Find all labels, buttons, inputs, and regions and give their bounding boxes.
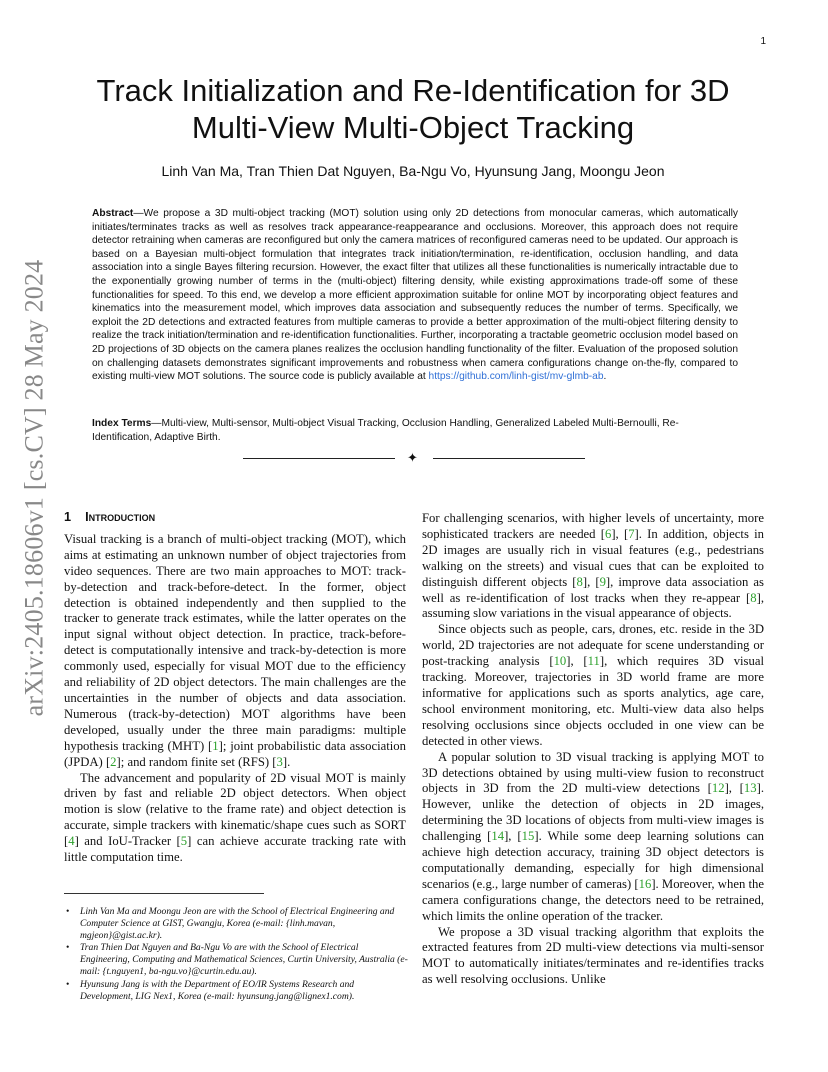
text-run: ]. <box>282 754 291 769</box>
text-run: ]. In addition, objects in 2D images are usually rich in visual features (e.g., pedestrians walking on the streets) and visual cues that can be exploited to distinguish different objects [ <box>422 526 764 589</box>
index-terms <box>92 417 738 444</box>
text-run: ], [ <box>582 574 600 589</box>
section-separator <box>243 452 585 466</box>
citation-link[interactable]: 1 <box>212 738 219 753</box>
citation-link[interactable]: 12 <box>711 781 725 796</box>
footnote-item: • Hyunsung Jang is with the Department of EO/IR Systems Research and Development, LIG Nex1, Korea (e-mail: hyunsung.jang@lignex1.com). <box>64 979 408 1003</box>
section-number: 1 <box>64 510 72 524</box>
citation-link[interactable]: 5 <box>180 834 188 849</box>
paragraph-right-4 <box>422 925 764 989</box>
abstract-label: Abstract <box>92 208 134 219</box>
abstract-text: —We propose a 3D multi-object tracking (MOT) solution using only 2D detections from monocular cameras, which automatically initiates/terminates tracks as well as resolves track appearance-reappearance and occlusions. Moreover, this approach does not require detector retraining when cameras are reconfigured but only the camera matrices of reconfigured cameras need to be updated. Our approach is based on a Bayesian multi-object formulation that integrates track initiation/termination, re-identification, occlusion handling, and data association into a single Bayes filtering recursion. However, the exact filter that utilizes all these functionalities is numerically intractable due to the exponentially growing number of terms in the (multi-object) filtering density, while existing approximations trade-off some of these functionalities for speed. To this end, we develop a more efficient approximation suitable for online MOT by incorporating object features and kinematics into the measurement model, which improves data association and subsequently reduces the number of terms. Specifically, we exploit the 2D detections and extracted features from multiple cameras to provide a better approximation of the multi-object filtering density to realize the track initiation/termination and re-identification functionalities. Further, incorporating a tractable geometric occlusion model based on 2D projections of 3D objects on the camera planes realizes the occlusion handling functionality of the filter. Evaluation of the proposed solution on challenging datasets demonstrates significant improvements and robustness when camera configurations change on-the-fly, compared to existing multi-view MOT solutions. The source code is publicly available at <box>92 208 738 383</box>
text-run: ], [ <box>611 526 629 541</box>
citation-link[interactable]: 16 <box>638 876 652 891</box>
separator-rule-left <box>243 458 395 459</box>
citation-link[interactable]: 4 <box>68 834 75 849</box>
paragraph-intro-2 <box>64 771 406 866</box>
text-run: ], improve data association as well as re-identification of lost tracks when they re-appear [ <box>422 574 764 605</box>
section-title: Introduction <box>85 510 156 524</box>
footnote-item: • Linh Van Ma and Moongu Jeon are with the School of Electrical Engineering and Computer Science at GIST, Gwangju, Korea (e-mail: {linh.mavan, mgjeon}@gist.ac.kr). <box>64 906 408 941</box>
text-run: The advancement and popularity of 2D visual MOT is mainly driven by fast and reliable 2D object detectors. When object motion is slow (relative to the frame rate) and object detection is accurate, simple trackers with kinematic/shape cues such as SORT [ <box>64 770 406 849</box>
text-run: ]; and random finite set (RFS) [ <box>116 754 277 769</box>
citation-link[interactable]: 8 <box>750 590 757 605</box>
text-run: ]. However, unlike the detection of objects in 2D images, determining the 3D locations of objects from multi-view images is challenging [ <box>422 781 764 844</box>
text-run: ] can achieve accurate tracking rate with little computation time. <box>64 834 406 865</box>
citation-link[interactable]: 11 <box>587 654 600 669</box>
text-run: ], assuming slow variations in the visual appearance of objects. <box>422 590 764 621</box>
index-terms-label: Index Terms <box>92 418 152 429</box>
citation-link[interactable]: 8 <box>576 574 583 589</box>
abstract-end: . <box>603 371 607 383</box>
text-run: ]. Moreover, when the camera configurations change, the detectors need to be retrained, which limits the online operation of the tracker. <box>422 876 764 923</box>
text-run: ], [ <box>504 829 522 844</box>
citation-link[interactable]: 13 <box>743 781 757 796</box>
page-number: 1 <box>760 36 766 47</box>
text-run: For challenging scenarios, with higher levels of uncertainty, more sophisticated trackers are needed [ <box>422 511 764 541</box>
section-heading <box>64 510 406 526</box>
citation-link[interactable]: 9 <box>599 574 606 589</box>
text-run: Since objects such as people, cars, drones, etc. reside in the 3D world, 2D trajectories are not adequate for scene understanding or post-tracking analysis [ <box>422 622 764 669</box>
citation-link[interactable]: 3 <box>276 754 283 769</box>
paragraph-intro-1 <box>64 532 406 771</box>
paragraph-right-1 <box>422 511 764 622</box>
footnote-rule <box>64 893 264 894</box>
paragraph-right-2 <box>422 622 764 749</box>
text-run: A popular solution to 3D visual tracking is applying MOT to 3D detections obtained by using multi-view fusion to reconstruct objects in 3D from the 2D multi-view detections [ <box>422 749 764 796</box>
citation-link[interactable]: 2 <box>110 754 117 769</box>
citation-link[interactable]: 6 <box>604 526 612 541</box>
citation-link[interactable]: 15 <box>521 829 535 844</box>
author-list: Linh Van Ma, Tran Thien Dat Nguyen, Ba-Ngu Vo, Hyunsung Jang, Moongu Jeon <box>161 163 665 179</box>
text-run: ], which requires 3D visual tracking. Moreover, trajectories in 3D world frame are more informative for applications such as sports analytics, age care, school environment monitoring, etc. Multi-view data also helps resolving occlusions since objects occluded in one view can be detected in other views. <box>422 654 764 748</box>
arxiv-identifier-stamp <box>4 259 64 717</box>
source-code-link[interactable]: https://github.com/linh-gist/mv-glmb-ab <box>428 371 604 383</box>
text-run: ]; joint probabilistic data association (JPDA) [ <box>64 738 406 769</box>
index-terms-text: —Multi-view, Multi-sensor, Multi-object Visual Tracking, Occlusion Handling, Generalized Labeled Multi-Bernoulli, Re-Identification, Adaptive Birth. <box>92 418 679 443</box>
text-run: ], [ <box>724 781 744 796</box>
arxiv-stamp-text: arXiv:2405.18606v1 [cs.CV] 28 May 2024 <box>19 259 48 717</box>
left-column <box>64 510 406 866</box>
citation-link[interactable]: 14 <box>491 829 505 844</box>
text-run: ], [ <box>566 654 588 669</box>
separator-rule-right <box>433 458 585 459</box>
right-column <box>422 511 764 988</box>
paragraph-right-3 <box>422 750 764 925</box>
text-run: ] and IoU-Tracker [ <box>74 834 181 849</box>
separator-star-icon: ✦ <box>407 450 418 465</box>
footnote-item: • Tran Thien Dat Nguyen and Ba-Ngu Vo are with the School of Electrical Engineering, Computing and Mathematical Sciences, Curtin University, Australia (e-mail: {t.nguyen1, ba-ngu.vo}@curtin.edu.au). <box>64 942 408 977</box>
abstract <box>92 207 738 384</box>
text-run: ]. While some deep learning solutions can achieve high detection accuracy, training 3D object detectors is computationally demanding, especially for high dimensional scenarios (e.g., large number of cameras) [ <box>422 829 764 891</box>
affiliation-footnotes <box>64 906 408 1003</box>
text-run: Visual tracking is a branch of multi-object tracking (MOT), which aims at estimating an unknown number of object trajectories from video sequences. There are two main approaches to MOT: track-by-detection and track-before-detect. In the former, object detection is obtained independently and then supplied to the tracker to generate track estimates, while the latter operates on the input signal without object detection. In practice, track-before-detect is computationally intensive and track-by-detection is more commonly used, especially for visual MOT due to the efficiency and reliability of 2D object detectors. The main challenges are the uncertainties in the number of objects and data association. Numerous (track-by-detection) MOT algorithms have been developed, usually under the three main paradigms: multiple hypothesis tracking (MHT) [ <box>64 531 406 753</box>
citation-link[interactable]: 10 <box>553 654 567 669</box>
paper-title: Track Initialization and Re-Identification for 3D Multi-View Multi-Object Tracking <box>96 73 730 145</box>
text-run: We propose a 3D visual tracking algorithm that exploits the extracted features from 2D multi-view detections via multi-sensor MOT to automatically initiates/terminates and re-identifies tracks as well resolving occlusions. Unlike <box>422 924 764 987</box>
citation-link[interactable]: 7 <box>628 526 635 541</box>
